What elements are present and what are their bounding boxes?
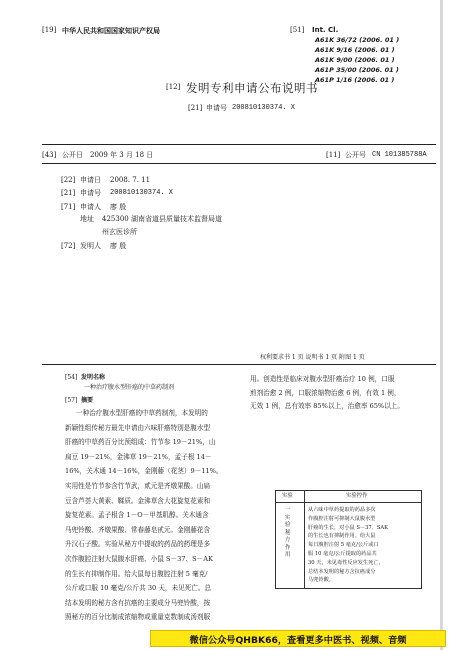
intcl-label: Int. Cl. bbox=[312, 26, 339, 34]
classification-3: A61K 9/00 (2006. 01 ) bbox=[315, 56, 395, 64]
invention-name-tag: [54] bbox=[65, 374, 78, 381]
biblio-tag: [71] bbox=[61, 203, 76, 211]
biblio-value: 200810130374. X bbox=[110, 189, 174, 197]
table-cell-line: 的生长也有抑制作用。给大鼠 bbox=[308, 533, 376, 540]
table-cell-line: 秘 bbox=[285, 529, 291, 536]
address-label: 地址 bbox=[80, 215, 94, 223]
office-tag: [19] bbox=[42, 26, 57, 34]
table-cell-line: 用 bbox=[285, 552, 291, 558]
table-cell-line: 从六味中草药提取的药品多次 bbox=[308, 507, 376, 513]
pub-date: 2009 年 3 月 18 日 bbox=[90, 151, 154, 159]
biblio-tag: [21] bbox=[61, 189, 76, 197]
table-cell-line: 验 bbox=[285, 522, 291, 528]
table-cell-line: 方 bbox=[285, 537, 291, 543]
table-cell-line: 一 bbox=[285, 507, 291, 513]
figure-table bbox=[275, 490, 422, 589]
invention-name-label: 发明名称 bbox=[81, 374, 106, 381]
abstract-line: 16%，关木通 14－16%，金刚藤（花茎）9－11%。 bbox=[65, 467, 223, 476]
header-rule bbox=[42, 144, 436, 145]
table-cell-line: 每日腹腔注射 5 毫克/公斤或口 bbox=[308, 542, 379, 549]
doc-type-tag: [12] bbox=[166, 83, 181, 91]
abstract-line: 照秘方的百分比制成浓缩物或重量克数制成汤剂服 bbox=[65, 613, 211, 622]
table-col1-header: 实验 bbox=[282, 493, 293, 499]
biblio-label: 申请日 bbox=[80, 176, 101, 184]
abstract-line: 无效 1 例，总有效率 85%以上，治愈率 65%以上。 bbox=[250, 402, 404, 411]
pub-date-label: 公开日 bbox=[62, 151, 83, 159]
table-divider bbox=[304, 491, 305, 588]
classification-2: A61K 9/16 (2006. 01 ) bbox=[315, 46, 395, 54]
table-cell-line: 马兜铃酸。 bbox=[308, 577, 334, 584]
abstract-line: 肝癌的中草药百分比预组成：竹节参 19－21%，山 bbox=[65, 438, 216, 447]
abstract-line: 马兜铃酸、齐墩果酸、常春藤皂甙元。金刚藤花含 bbox=[65, 525, 211, 534]
abstract-line: 的生长有抑制作用。给大鼠每日腹腔注射 5 毫克/ bbox=[65, 569, 208, 578]
app-no-label: 申请号 bbox=[206, 104, 227, 112]
abstract-line: 用。创造性是临床对腹水型肝癌治疗 10 例，口服 bbox=[250, 375, 395, 383]
app-no-tag: [21] bbox=[188, 104, 203, 112]
biblio-tag: [22] bbox=[61, 176, 76, 184]
pub-date-tag: [43] bbox=[42, 151, 57, 159]
table-cell-line: 30 天，未见毒性反应发生死亡， bbox=[308, 559, 384, 566]
mid-rule bbox=[42, 364, 436, 365]
table-cell-line: 总结本发明的秘方含抗癌成分 bbox=[308, 568, 376, 575]
biblio-value: 2008. 7. 11 bbox=[110, 176, 151, 184]
abstract-line: 结本发明的秘方含有抗癌的主要成分马兜铃酸，按 bbox=[65, 598, 211, 607]
abstract-line: 实用性是竹节参含竹节武，贰元是齐墩果酸。山扁 bbox=[65, 482, 211, 490]
abstract-tag: [57] bbox=[65, 397, 78, 404]
table-cell-line: 服 10 毫克/公斤提取的药品共 bbox=[308, 551, 377, 557]
app-no: 200810130374. X bbox=[232, 104, 296, 112]
page-edge bbox=[440, 0, 443, 650]
abstract-line: 升汉石子酸。实验从秘方中提取的药品的药理是多 bbox=[65, 540, 211, 549]
doc-type-title: 发明专利申请公布说明书 bbox=[186, 81, 318, 95]
abstract-line: 新颖性组传秘方最先申请由六味肝癌特别是腹水型 bbox=[65, 423, 211, 432]
abstract-line: 次作腹腔注射大鼠腹水肝癌、小鼠 S－37、S－AK bbox=[65, 555, 213, 563]
invention-name: 一种治疗腹水型肝癌的中草药制剂 bbox=[84, 384, 175, 391]
abstract-line: 一种治疗腹水型肝癌的中草药制剂，本发明的 bbox=[76, 409, 208, 417]
abstract-line: 煎剂治愈 2 例，口服浓缩物治愈 6 例，有效 1 例， bbox=[250, 388, 401, 397]
biblio-label: 申请号 bbox=[80, 189, 101, 197]
intcl-tag: [51] bbox=[290, 26, 305, 34]
classification-4: A61P 35/00 (2006. 01 ) bbox=[315, 66, 399, 74]
abstract-line: 扁豆 19－21%，金沸草 19－21%，孟子根 14－ bbox=[65, 452, 212, 461]
pub-no-tag: [11] bbox=[326, 151, 341, 159]
address-line: 425300 湖南省道县质量技术监督局道 bbox=[102, 215, 222, 223]
banner-text: 微信公众号QHBK66，查看更多中医书、视频、音频 bbox=[189, 634, 407, 646]
biblio-label: 发明人 bbox=[80, 242, 101, 250]
abstract-line: 旋复花素。孟子根含 1－O－甲基肌醇。关木通含 bbox=[65, 511, 209, 520]
table-cell-line: 肝癌的生长，对小鼠 S－37、SAK bbox=[308, 524, 389, 531]
table-col2-header: 实验控作 bbox=[346, 493, 368, 499]
address-line: 州玄医诊所 bbox=[102, 228, 137, 236]
biblio-tag: [72] bbox=[61, 242, 76, 250]
pub-no-label: 公开号 bbox=[345, 151, 366, 159]
applicant-name: 廖 殷 bbox=[110, 203, 127, 211]
inventor-name: 廖 殷 bbox=[110, 242, 127, 250]
patent-page bbox=[4, 6, 444, 646]
office-name: 中华人民共和国国家知识产权局 bbox=[62, 26, 160, 35]
table-cell-line: 实 bbox=[285, 514, 291, 521]
page-count-note: 权利要求书 1 页 说明书 1 页 附图 1 页 bbox=[260, 354, 365, 361]
classification-5: A61P 1/16 (2006. 01 ) bbox=[315, 76, 395, 84]
table-cell-line: 作 bbox=[285, 544, 291, 551]
classification-1: A61K 36/72 (2006. 01 ) bbox=[315, 36, 400, 44]
abstract-label: 摘要 bbox=[81, 397, 94, 404]
abstract-line: 豆含芦荟大黄素、鞣质。金沸草含大花旋复花素和 bbox=[65, 496, 211, 505]
abstract-line: 公斤或口服 10 毫克/公斤共 30 天，未见死亡。总 bbox=[65, 584, 212, 593]
wechat-banner[interactable] bbox=[150, 630, 446, 647]
biblio-label: 申请人 bbox=[80, 203, 101, 211]
table-cell-line: 作腹腔注射可抑制大鼠腹水型 bbox=[308, 515, 376, 522]
pub-no: CN 101385788A bbox=[372, 151, 427, 159]
pub-rule bbox=[42, 163, 436, 164]
